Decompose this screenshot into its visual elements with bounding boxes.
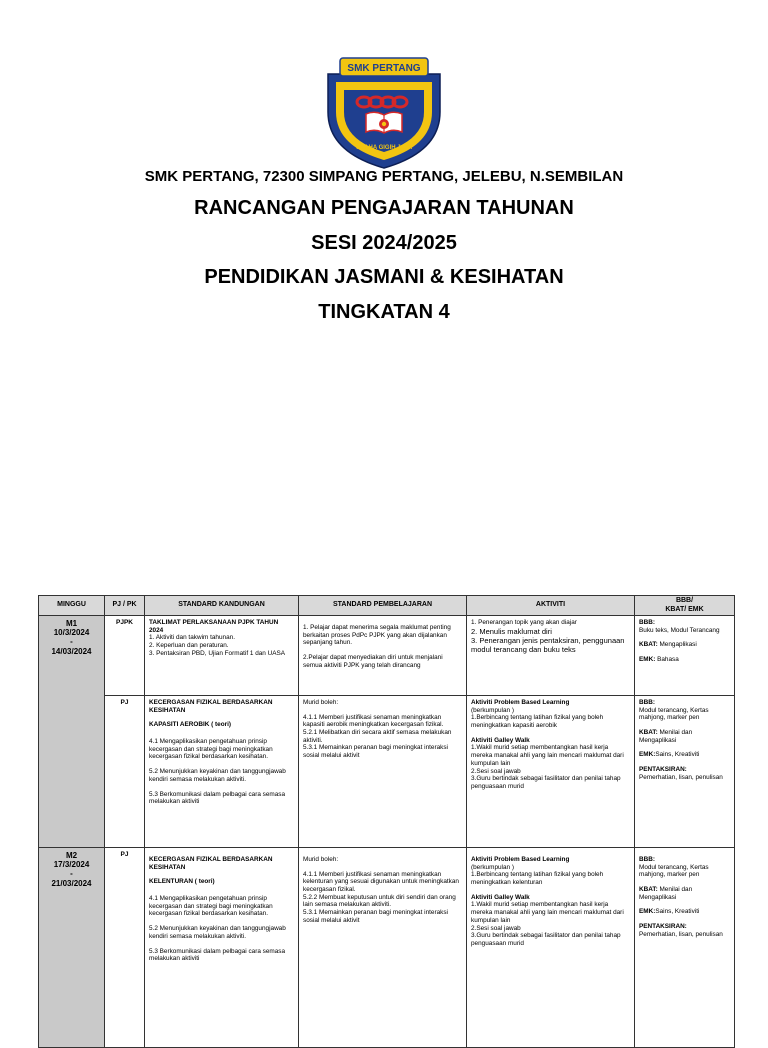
week-start-date: 10/3/2024 xyxy=(53,628,90,638)
pentaksiran-label: PENTAKSIRAN: xyxy=(639,923,687,931)
col-header-standard-kandungan: STANDARD KANDUNGAN xyxy=(145,596,299,616)
pjpk-cell: PJ xyxy=(105,696,145,848)
form-title: TINGKATAN 4 xyxy=(318,301,450,323)
col-header-bbb-line2: KBAT/ EMK xyxy=(665,605,704,613)
sk-item: 5.2 Menunjukkan keyakinan dan tanggungjawab kendiri semasa melakukan aktiviti. xyxy=(149,925,286,940)
table-header-row xyxy=(39,596,735,616)
aktiviti-subtitle: (berkumpulan ) xyxy=(471,706,514,714)
pentaksiran-text: Pemerhatian, lisan, penulisan xyxy=(639,773,723,781)
sk-item: 5.2 Menunjukkan keyakinan dan tanggungjawab kendiri semasa melakukan aktiviti. xyxy=(149,768,286,783)
standard-kandungan-cell xyxy=(145,696,299,848)
school-crest-logo xyxy=(314,52,454,170)
sk-title: KECERGASAN FIZIKAL BERDASARKAN KESIHATAN xyxy=(149,699,273,714)
aktiviti-item: 2. Menulis maklumat diri xyxy=(471,626,552,636)
crest-motto: USAHA GIGIH JAYA xyxy=(355,145,413,151)
subject-title: PENDIDIKAN JASMANI & KESIHATAN xyxy=(204,266,564,288)
table-row xyxy=(39,616,735,696)
lesson-plan-table xyxy=(38,595,735,1048)
table-row xyxy=(39,848,735,1048)
emk-line xyxy=(639,656,730,664)
sk-subtitle: KAPASITI AEROBIK ( teori) xyxy=(149,721,232,729)
standard-kandungan-cell xyxy=(145,848,299,1048)
emk-label: EMK: xyxy=(639,751,656,759)
week-date-separator: - xyxy=(70,869,73,879)
aktiviti-cell xyxy=(467,616,635,696)
aktiviti-item: 3. Penerangan jenis pentaksiran, penggunaan modul terancang dan buku teks xyxy=(471,635,625,654)
emk-text: Bahasa xyxy=(655,656,679,664)
sk-item: 5.3 Berkomunikasi dalam pelbagai cara semasa melakukan aktiviti xyxy=(149,790,286,806)
col-header-bbb xyxy=(635,596,735,616)
sp-heading: Murid boleh: xyxy=(303,699,339,706)
kbat-text: Menilai dan Mengaplikasi xyxy=(639,886,693,901)
aktiviti-cell xyxy=(467,696,635,848)
sp-item: 2.Pelajar dapat menyediakan diri untuk menjalani semua aktiviti PJPK yang telah dirancang xyxy=(303,654,443,669)
sp-item: 5.3.1 Memainkan peranan bagi meningkat interaksi sosial melalui aktivit xyxy=(303,744,448,760)
sp-item: 5.2.2 Membuat keputusan untuk diri sendiri dan orang lain semasa melakukan aktiviti. xyxy=(303,893,456,909)
sp-item: 4.1.1 Memberi justifikasi senaman meningkatkan kapasiti aerobik meningkatkan kecergasan fizikal. xyxy=(303,713,444,729)
week-date-separator: - xyxy=(70,637,73,647)
emk-label: EMK: xyxy=(639,908,656,916)
week-start-date: 17/3/2024 xyxy=(53,860,90,870)
aktiviti-title: Aktiviti Galley Walk xyxy=(471,736,530,744)
bbb-label: BBB: xyxy=(639,619,655,626)
sk-item: 1. Aktiviti dan takwim tahunan. xyxy=(149,634,235,642)
kbat-text: Mengaplikasi xyxy=(657,641,697,649)
kbat-text: Menilai dan Mengaplikasi xyxy=(639,729,693,744)
bbb-cell xyxy=(635,616,735,696)
col-header-standard-pembelajaran: STANDARD PEMBELAJARAN xyxy=(299,596,467,616)
bbb-text: Buku teks, Modul Terancang xyxy=(639,626,720,634)
sk-item: 4.1 Mengaplikasikan pengetahuan prinsip kecergasan dan strategi bagi meningkatkan kecergasan fizikal berdasarkan kesihatan. xyxy=(149,895,273,918)
crest-banner-text: SMK PERTANG xyxy=(347,63,421,74)
emk-line xyxy=(639,908,730,916)
bbb-cell xyxy=(635,696,735,848)
pentaksiran-label: PENTAKSIRAN: xyxy=(639,766,687,774)
pentaksiran-text: Pemerhatian, lisan, penulisan xyxy=(639,930,723,938)
sp-heading: Murid boleh: xyxy=(303,856,339,863)
bbb-label: BBB: xyxy=(639,856,655,863)
aktiviti-item: 3.Guru bertindak sebagai fasilitator dan penilai tahap penguasaan murid xyxy=(471,932,621,947)
standard-kandungan-cell xyxy=(145,616,299,696)
kbat-label: KBAT: xyxy=(639,729,658,737)
standard-pembelajaran-cell xyxy=(299,696,467,848)
sp-item: 5.2.1 Melibatkan diri secara aktif semasa melakukan aktiviti. xyxy=(303,729,452,744)
week-label: M1 xyxy=(65,619,78,628)
sk-item: 2. Keperluan dan peraturan. xyxy=(149,642,229,650)
standard-pembelajaran-cell xyxy=(299,616,467,696)
kbat-label: KBAT: xyxy=(639,641,658,649)
sk-item: 3. Pentaksiran PBD, Ujian Formatif 1 dan UASA xyxy=(149,649,286,657)
col-header-minggu: MINGGU xyxy=(39,596,105,616)
aktiviti-item: 1.Berbincang tentang latihan fizikal yang boleh meningkatkan kapasiti aerobik xyxy=(471,714,604,730)
bbb-cell xyxy=(635,848,735,1048)
kbat-line xyxy=(639,729,730,744)
bbb-label: BBB: xyxy=(639,699,655,706)
aktiviti-item: 1. Penerangan topik yang akan diajar xyxy=(471,619,577,626)
pjpk-cell: PJPK xyxy=(105,616,145,696)
sp-item: 4.1.1 Memberi justifikasi senaman meningkatkan kelenturan yang sesuai digunakan untuk meningkatkan kecergasan fizikal. xyxy=(303,870,459,894)
sp-item: 5.3.1 Memainkan peranan bagi meningkat interaksi sosial melalui aktivit xyxy=(303,909,448,924)
sk-title: KECERGASAN FIZIKAL BERDASARKAN KESIHATAN xyxy=(149,856,273,871)
col-header-aktiviti: AKTIVITI xyxy=(467,596,635,616)
pjpk-cell: PJ xyxy=(105,848,145,1048)
sk-item: 5.3 Berkomunikasi dalam pelbagai cara semasa melakukan aktiviti xyxy=(149,947,286,963)
school-address: SMK PERTANG, 72300 SIMPANG PERTANG, JELEBU, N.SEMBILAN xyxy=(144,168,624,185)
col-header-bbb-line1: BBB/ xyxy=(675,597,694,605)
sk-subtitle: KELENTURAN ( teori) xyxy=(149,878,215,886)
sk-title: TAKLIMAT PERLAKSANAAN PJPK TAHUN 2024 xyxy=(149,619,279,634)
standard-pembelajaran-cell xyxy=(299,848,467,1048)
emk-label: EMK: xyxy=(639,656,656,664)
aktiviti-cell xyxy=(467,848,635,1048)
aktiviti-item: 1.Wakil murid setiap membentangkan hasil kerja mereka manakal ahli yang lain mencari maklumat dari kumpulan lain xyxy=(471,901,624,924)
table-row xyxy=(39,696,735,848)
week-cell-m2 xyxy=(39,848,105,1048)
aktiviti-item: 1.Wakil murid setiap membentangkan hasil kerja mereka manakal ahli yang lain mencari maklumat dari kumpulan lain xyxy=(471,744,624,767)
document-title: RANCANGAN PENGAJARAN TAHUNAN xyxy=(194,197,574,219)
week-label: M2 xyxy=(65,851,78,860)
aktiviti-title: Aktiviti Galley Walk xyxy=(471,893,530,901)
emk-text: Sains, Kreativiti xyxy=(655,751,700,759)
sp-item: 1. Pelajar dapat menerima segala maklumat penting berkaitan proses PdPc PJPK yang akan dijalankan sepanjang tahun. xyxy=(303,624,451,647)
emk-text: Sains, Kreativiti xyxy=(655,908,700,916)
bbb-text: Modul terancang, Kertas mahjong, marker pen xyxy=(639,863,709,879)
week-end-date: 21/03/2024 xyxy=(51,878,92,888)
aktiviti-title: Aktiviti Problem Based Learning xyxy=(471,856,570,863)
sk-item: 4.1 Mengaplikasikan pengetahuan prinsip kecergasan dan strategi bagi meningkatkan kecergasan fizikal berdasarkan kesihatan. xyxy=(149,738,273,761)
week-end-date: 14/03/2024 xyxy=(51,646,92,656)
week-cell-m1 xyxy=(39,616,105,848)
aktiviti-item: 2.Sesi soal jawab xyxy=(471,767,521,775)
session-title: SESI 2024/2025 xyxy=(311,232,457,254)
kbat-label: KBAT: xyxy=(639,886,658,894)
col-header-pjpk: PJ / PK xyxy=(105,596,145,616)
aktiviti-item: 1.Berbincang tentang latihan fizikal yang boleh meningkatkan kelenturan xyxy=(471,871,604,887)
aktiviti-item: 3.Guru bertindak sebagai fasilitator dan penilai tahap penguasaan murid xyxy=(471,775,621,790)
aktiviti-item: 2.Sesi soal jawab xyxy=(471,924,521,932)
emk-line xyxy=(639,751,730,759)
aktiviti-subtitle: (berkumpulan ) xyxy=(471,863,514,871)
crest-book xyxy=(366,112,402,133)
kbat-line xyxy=(639,886,730,901)
aktiviti-title: Aktiviti Problem Based Learning xyxy=(471,699,570,706)
bbb-text: Modul terancang, Kertas mahjong, marker pen xyxy=(639,706,709,722)
kbat-line xyxy=(639,641,730,649)
